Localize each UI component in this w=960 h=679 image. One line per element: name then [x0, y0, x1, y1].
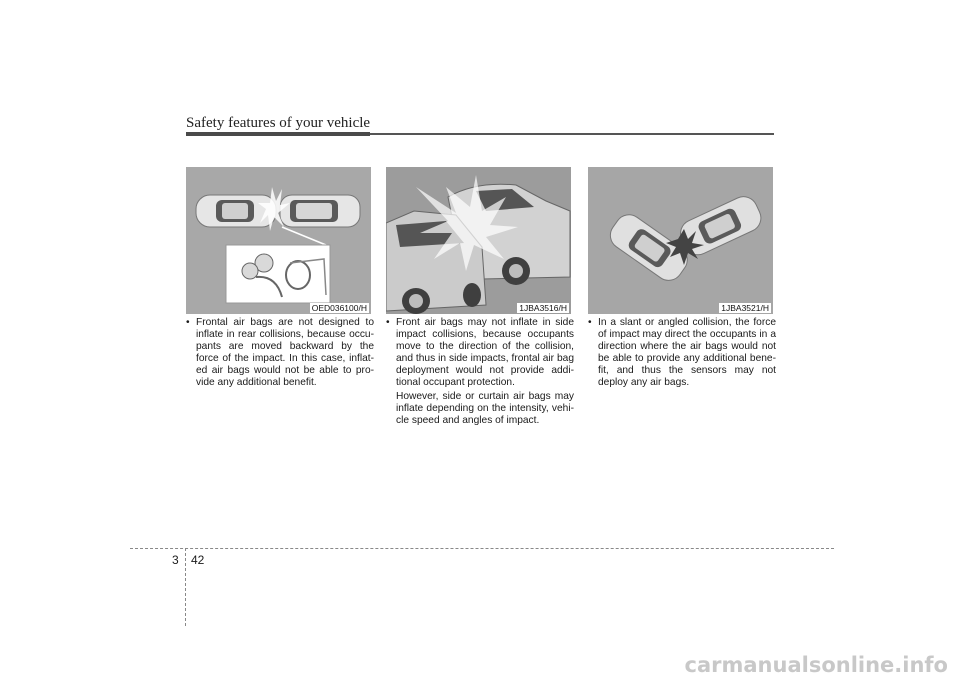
- bullet-paragraph: • Front air bags may not inflate in side impact collisions, because occupants move to the direction of the collision, and thus in side impacts, frontal air bag deployment would not provide addi-tional occupant protection.: [386, 317, 574, 390]
- side-impact-illustration: [386, 167, 571, 314]
- figure-angled-collision: [588, 167, 773, 314]
- footer-rule: [130, 548, 834, 549]
- angled-collision-illustration: [588, 167, 773, 314]
- bullet-paragraph: • Frontal air bags are not designed to inflate in rear collisions, because occu-pants are moved backward by the force of the impact. In this case, inflat-ed air bags would not be able to pro-vide any additional benefit.: [186, 317, 374, 390]
- page-header-title: Safety features of your vehicle: [186, 115, 371, 131]
- figure-code: OED036100/H: [311, 303, 367, 313]
- car-right-top-view: [280, 195, 360, 227]
- continuation-paragraph: However, side or curtain air bags may inflate depending on the intensity, vehi-cle speed and angles of impact.: [396, 390, 574, 426]
- figure-code: 1JBA3521/H: [721, 303, 769, 313]
- rear-collision-illustration: [186, 167, 371, 314]
- figure-rear-collision: [186, 167, 371, 314]
- column-rear-collision-text: [186, 317, 374, 390]
- column-side-impact-text: [386, 317, 574, 427]
- header-rule-accent: [186, 132, 370, 136]
- chapter-number: 3: [172, 553, 179, 567]
- bullet-paragraph: • In a slant or angled collision, the force of impact may direct the occupants in a direction where the air bags would not be able to provide any additional bene-fit, and thus the sensors may not deploy any air bags.: [588, 317, 776, 390]
- page-number: 42: [191, 553, 205, 567]
- watermark-link[interactable]: carmanualsonline.info: [684, 653, 948, 677]
- footer-divider: [185, 548, 186, 626]
- figure-code: 1JBA3516/H: [519, 303, 567, 313]
- figure-side-impact: [386, 167, 571, 314]
- column-angled-collision-text: [588, 317, 776, 390]
- car-left-top-view: [196, 195, 276, 227]
